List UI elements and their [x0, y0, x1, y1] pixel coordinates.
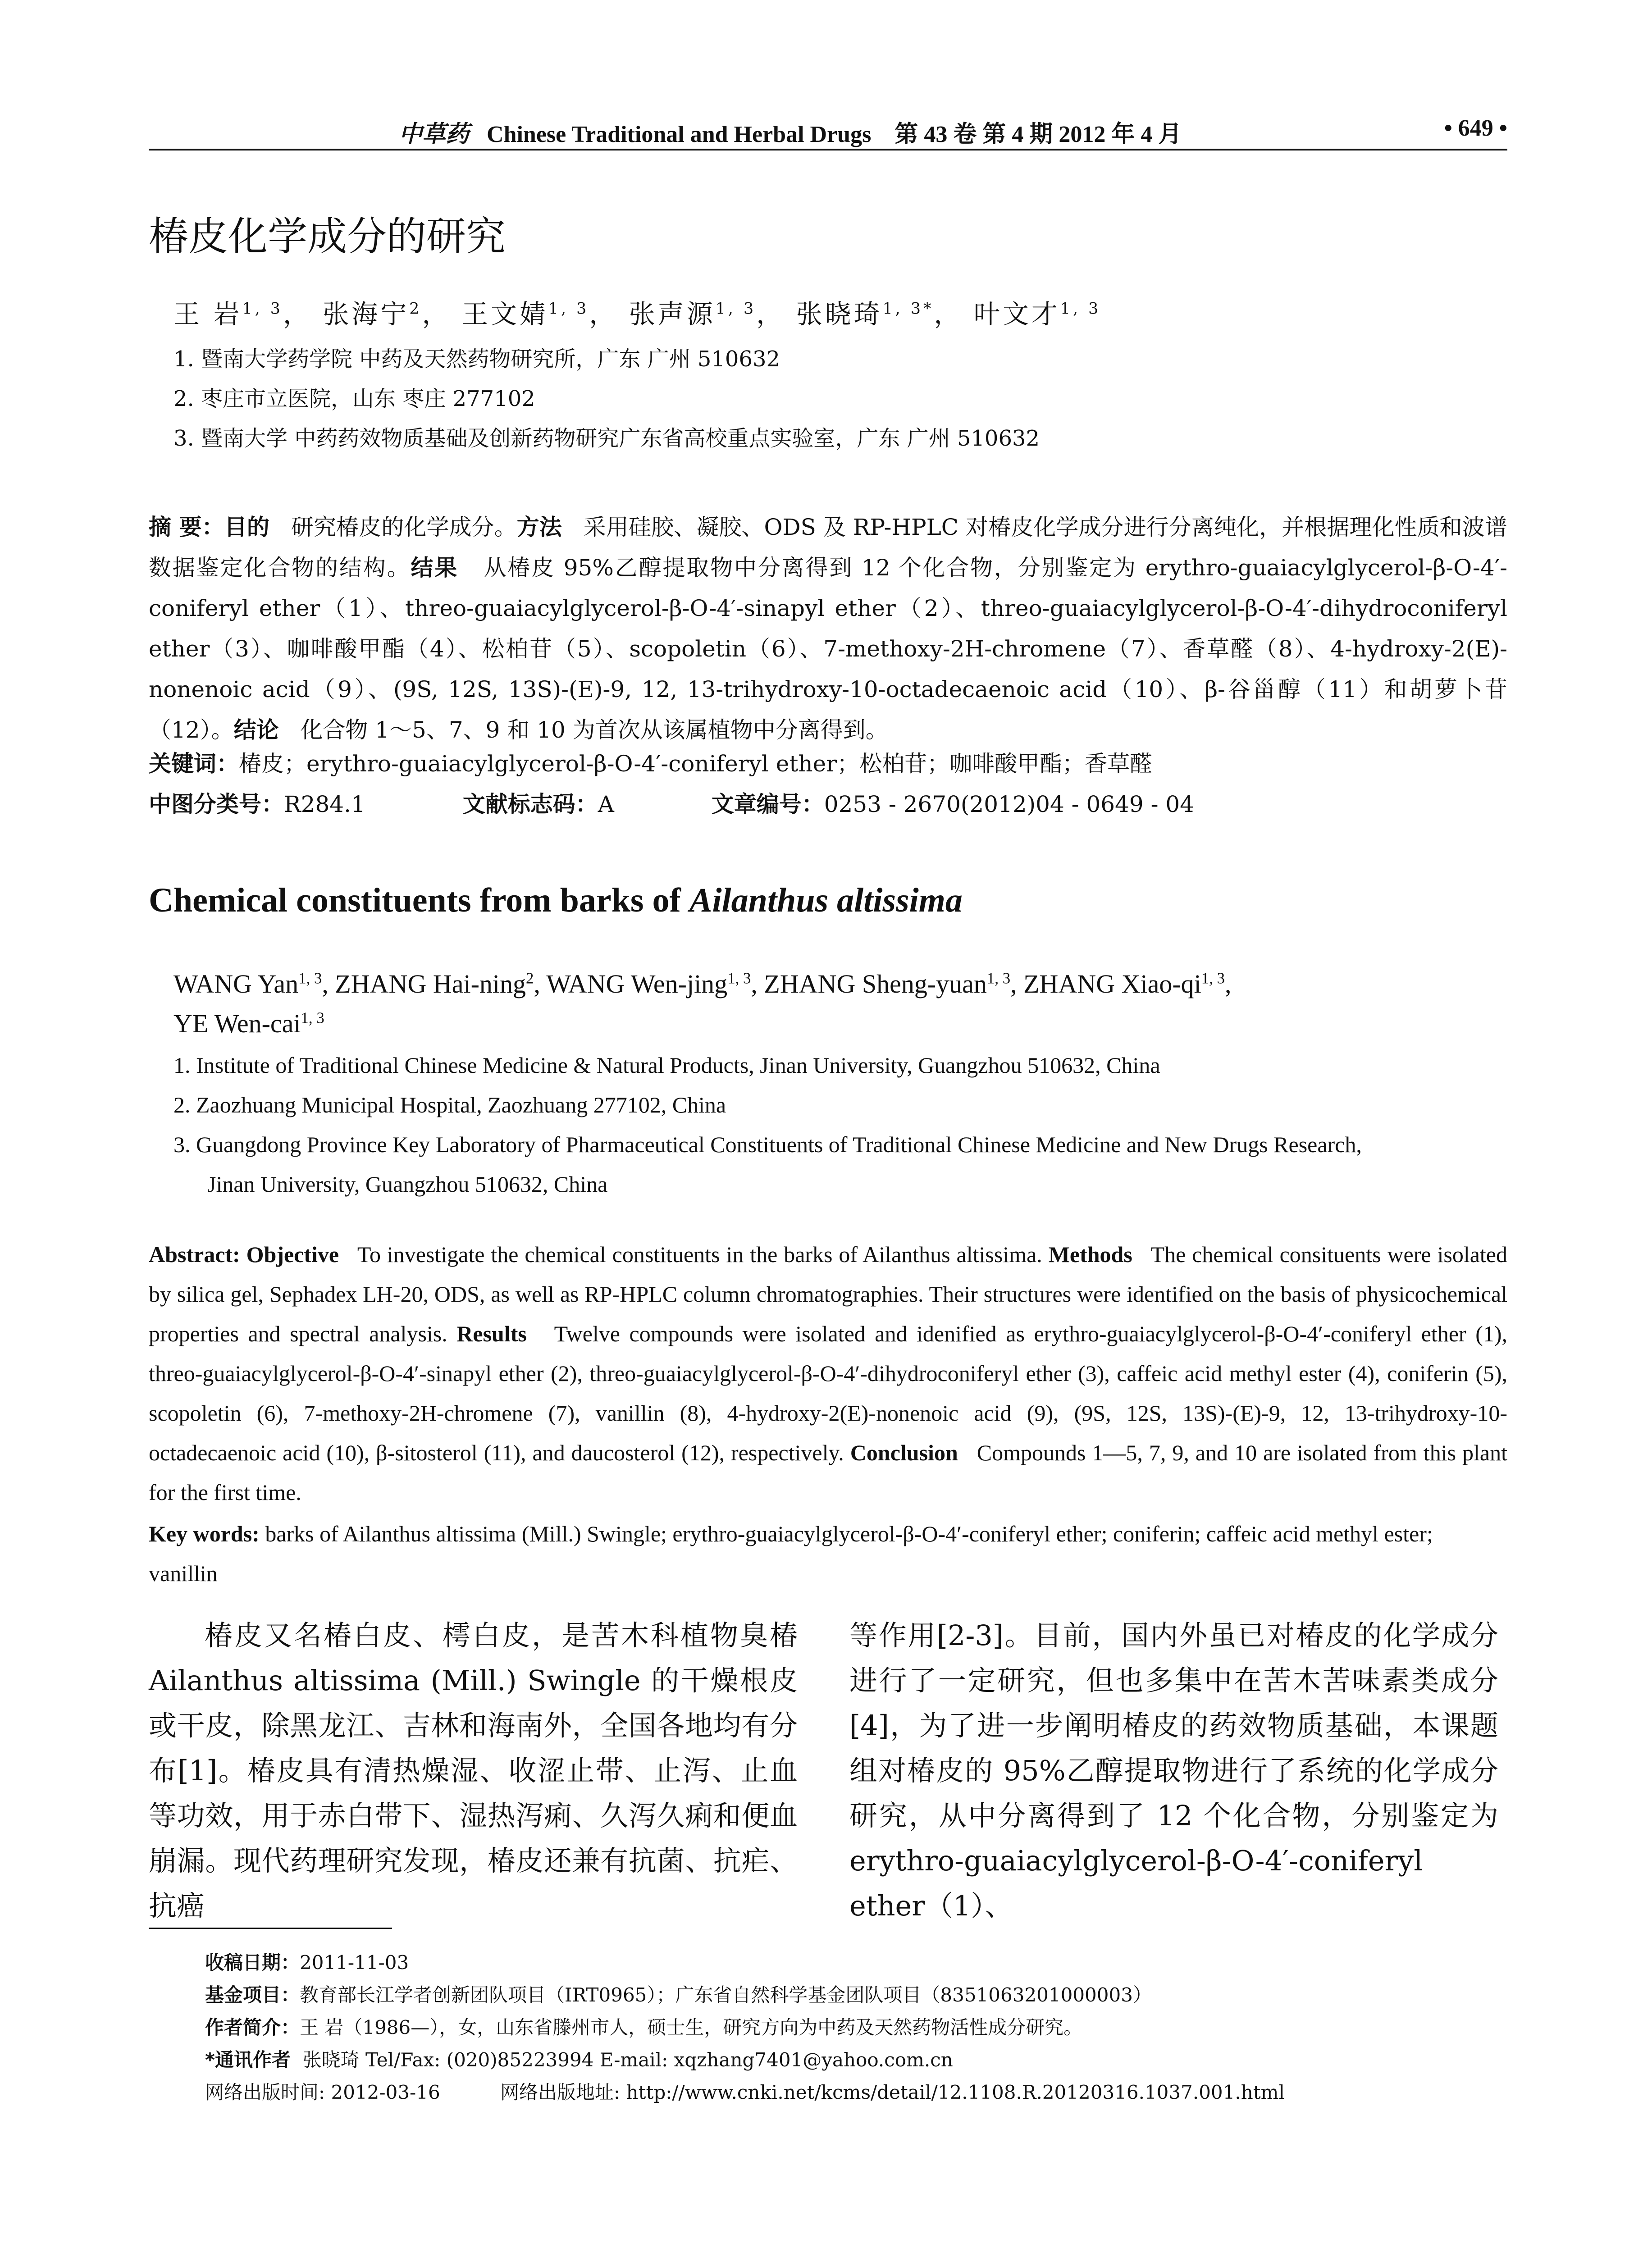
- conclusion-label-cn: 结论: [233, 717, 279, 743]
- methods-en: The chemical consituents were isolated by silica gel, Sephadex LH-20, ODS, as well as RP-HPLC column chromatographies. Their structures were identified on the basis of physicochemical properties and spectral analysis.: [149, 1242, 1507, 1346]
- objective-en: To investigate the chemical constituents in the barks of Ailanthus altissima.: [357, 1242, 1042, 1267]
- affiliation-en-3: 3. Guangdong Province Key Laboratory of Pharmaceutical Constituents of Traditional Chinese Medicine and New Drugs Research,: [173, 1132, 1362, 1157]
- running-header: [149, 110, 1507, 146]
- keywords-cn-text: 椿皮；erythro-guaiacylglycerol-β-O-4′-coniferyl ether；松柏苷；咖啡酸甲酯；香草醛: [239, 751, 1153, 777]
- author-cn: 叶文才$^{1, 3}$: [973, 299, 1101, 329]
- footnote-received: 收稿日期：2011-11-03: [205, 1951, 409, 1974]
- abstract-cn: [149, 507, 1507, 750]
- article-no-value: 0253 - 2670(2012)04 - 0649 - 04: [824, 791, 1195, 817]
- body-column-left: [149, 1613, 798, 1928]
- methods-label-cn: 方法: [516, 514, 562, 540]
- online-time: 2012-03-16: [331, 2081, 440, 2103]
- author-cn: 王文婧$^{1, 3}$: [461, 299, 589, 329]
- objective-label-cn: 目的: [224, 514, 269, 540]
- keywords-en-text: barks of Ailanthus altissima (Mill.) Swingle; erythro-guaiacylglycerol-β-O-4′-coniferyl ether; coniferin; caffeic acid methyl ester; vanillin: [149, 1521, 1433, 1586]
- online-url: http://www.cnki.net/kcms/detail/12.1108.R.20120316.1037.001.html: [626, 2081, 1285, 2103]
- footnote-corresponding: *通讯作者 张晓琦 Tel/Fax: (020)85223994 E-mail: xqzhang7401@yahoo.com.cn: [205, 2049, 953, 2071]
- abstract-cn-label: 摘 要：: [149, 514, 224, 540]
- abstract-en: [149, 1235, 1507, 1512]
- conclusion-en: Compounds 1—5, 7, 9, and 10 are isolated from this plant for the first time.: [149, 1440, 1508, 1505]
- conclusion-label-en: Conclusion: [850, 1440, 958, 1465]
- footnote-online: [205, 2076, 1285, 2109]
- footnote-author: 作者简介：王 岩（1986—），女，山东省滕州市人，硕士生，研究方向为中药及天然药物活性成分研究。: [205, 2016, 1083, 2038]
- keywords-en-label: Key words:: [149, 1521, 260, 1546]
- abstract-en-label: Abstract:: [149, 1242, 240, 1267]
- title-en-species: Ailanthus altissima: [689, 881, 963, 919]
- methods-label-en: Methods: [1048, 1242, 1132, 1267]
- title-cn: 椿皮化学成分的研究: [149, 213, 506, 260]
- affiliation-en-2: 2. Zaozhuang Municipal Hospital, Zaozhuang 277102, China: [173, 1092, 726, 1117]
- footnote-rule: [149, 1928, 392, 1929]
- results-label-en: Results: [456, 1321, 527, 1346]
- journal-issue: 第 43 卷 第 4 期 2012 年 4 月: [894, 122, 1182, 147]
- author-en: WANG Yan$^{1, 3}$: [173, 969, 322, 998]
- author-cn: 张声源$^{1, 3}$: [629, 299, 757, 329]
- header-center: [399, 115, 1182, 149]
- header-rule: [149, 149, 1507, 150]
- online-url-label: 网络出版地址:: [500, 2081, 626, 2103]
- page-number: • 649 •: [1444, 115, 1507, 141]
- affiliation-en-1: 1. Institute of Traditional Chinese Medicine & Natural Products, Jinan University, Guangzhou 510632, China: [173, 1053, 1160, 1078]
- authors-cn: 王 岩$^{1, 3}$， 张海宁$^2$， 王文婧$^{1, 3}$， 张声源$^{1, 3}$， 张晓琦$^{1, 3*}$， 叶文才$^{1, 3}$: [173, 299, 1101, 329]
- author-cn: 王 岩$^{1, 3}$: [173, 299, 283, 329]
- classification-line: [149, 786, 1194, 819]
- results-label-cn: 结果: [411, 555, 459, 581]
- article-no-label: 文章编号：: [711, 791, 824, 817]
- body-paragraph-right: 等作用[2-3]。目前，国内外虽已对椿皮的化学成分进行了一定研究，但也多集中在苦木苦味素类成分[4]，为了进一步阐明椿皮的药效物质基础，本课题组对椿皮的 95%乙醇提取物进行了系统的化学成分研究，从中分离得到了 12 个化合物，分别鉴定为 erythro-guaiacylglycerol-β-O-4′-coniferyl ether（1）、: [849, 1619, 1498, 1922]
- online-time-label: 网络出版时间:: [205, 2081, 331, 2103]
- author-en: YE Wen-cai$^{1, 3}$: [173, 1009, 324, 1038]
- keywords-cn: [149, 746, 1152, 778]
- author-cn: 张晓琦$^{1, 3*}$: [796, 299, 934, 329]
- author-en: ZHANG Sheng-yuan$^{1, 3}$: [764, 969, 1011, 998]
- body-paragraph-left: 椿皮又名椿白皮、樗白皮，是苦木科植物臭椿 Ailanthus altissima (Mill.) Swingle 的干燥根皮或干皮，除黑龙江、吉林和海南外，全国各地均有分布[1]。椿皮具有清热燥湿、收涩止带、止泻、止血等功效，用于赤白带下、湿热泻痢、久泻久痢和便血崩漏。现代药理研究发现，椿皮还兼有抗菌、抗疟、抗癌: [149, 1619, 798, 1922]
- author-cn: 张海宁$^2$: [323, 299, 422, 329]
- results-en: Twelve compounds were isolated and idenified as erythro-guaiacylglycerol-β-O-4′-coniferyl ether (1), threo-guaiacylglycerol-β-O-4′-sinapyl ether (2), threo-guaiacylglycerol-β-O-4′-dihydroconiferyl ether (3), caffeic acid methyl ester (4), coniferin (5), scopoletin (6), 7-methoxy-2H-chromene (7), vanillin (8), 4-hydroxy-2(E)-nonenoic acid (9), (9S, 12S, 13S)-(E)-9, 12, 13-trihydroxy-10-octadecaenoic acid (10), β-sitosterol (11), and daucosterol (12), respectively.: [149, 1321, 1507, 1465]
- keywords-cn-label: 关键词：: [149, 751, 239, 777]
- affiliation-cn-1: 1. 暨南大学药学院 中药及天然药物研究所，广东 广州 510632: [173, 346, 780, 372]
- title-en-text: Chemical constituents from barks of: [149, 881, 689, 919]
- objective-cn: 研究椿皮的化学成分。: [291, 514, 517, 540]
- objective-label-en: Objective: [246, 1242, 339, 1267]
- footnote-fund: 基金项目：教育部长江学者创新团队项目（IRT0965）；广东省自然科学基金团队项目（8351063201000003）: [205, 1984, 1152, 2006]
- clc-value: R284.1: [284, 791, 365, 817]
- journal-name-en: Chinese Traditional and Herbal Drugs: [487, 122, 872, 147]
- author-en: ZHANG Hai-ning$^2$: [335, 969, 534, 998]
- author-en: ZHANG Xiao-qi$^{1, 3}$: [1023, 969, 1225, 998]
- body-column-right: [849, 1613, 1498, 1928]
- journal-name-cn: 中草药: [399, 122, 470, 147]
- conclusion-cn: 化合物 1～5、7、9 和 10 为首次从该属植物中分离得到。: [300, 717, 888, 743]
- affiliation-en-3-cont: Jinan University, Guangzhou 510632, China: [207, 1172, 608, 1197]
- footnotes: [205, 1947, 1285, 2109]
- results-cn: 从椿皮 95%乙醇提取物中分离得到 12 个化合物，分别鉴定为 erythro-guaiacylglycerol-β-O-4′-coniferyl ether（1）、threo-guaiacylglycerol-β-O-4′-sinapyl ether（2）、threo-guaiacylglycerol-β-O-4′-dihydroconiferyl ether（3）、咖啡酸甲酯（4）、松柏苷（5）、scopoletin（6）、7-methoxy-2H-chromene（7）、香草醛（8）、4-hydroxy-2(E)-nonenoic acid（9）、(9S, 12S, 13S)-(E)-9, 12, 13-trihydroxy-10-octadecaenoic acid（10）、β-谷甾醇（11）和胡萝卜苷（12）。: [149, 555, 1508, 743]
- keywords-en: [149, 1514, 1507, 1593]
- doc-code-label: 文献标志码：: [462, 791, 598, 817]
- clc-label: 中图分类号：: [149, 791, 284, 817]
- methods-cn: 采用硅胶、凝胶、ODS 及 RP-HPLC 对椿皮化学成分进行分离纯化，并根据理化性质和波谱数据鉴定化合物的结构。: [149, 514, 1507, 581]
- author-en: WANG Wen-jing$^{1, 3}$: [546, 969, 751, 998]
- doc-code-value: A: [598, 791, 614, 817]
- affiliation-cn-3: 3. 暨南大学 中药药效物质基础及创新药物研究广东省高校重点实验室，广东 广州 510632: [173, 426, 1040, 451]
- affiliation-cn-2: 2. 枣庄市立医院，山东 枣庄 277102: [173, 386, 535, 411]
- authors-en: WANG Yan$^{1, 3}$, ZHANG Hai-ning$^2$, WANG Wen-jing$^{1, 3}$, ZHANG Sheng-yuan$^{1, 3}$, ZHANG Xiao-qi$^{1, 3}$, YE Wen-cai$^{1, 3}$: [173, 969, 1232, 1038]
- title-en: [149, 881, 963, 920]
